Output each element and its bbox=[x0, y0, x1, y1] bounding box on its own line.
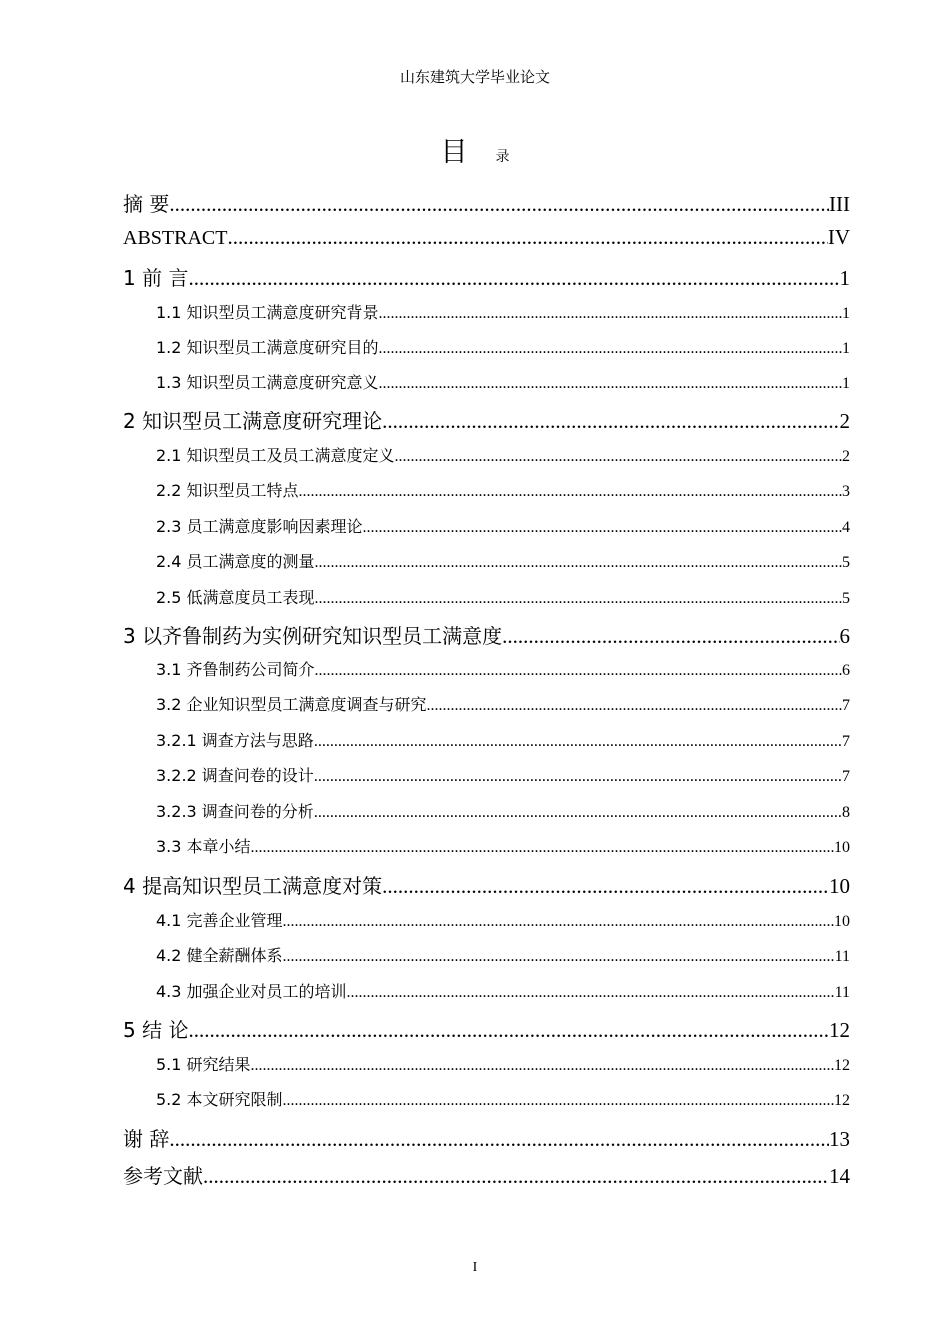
toc-entry-label: 3.2.1 调查方法与思路 bbox=[156, 731, 314, 750]
toc-entry bbox=[123, 262, 850, 290]
toc-entry-page: 5 bbox=[842, 590, 850, 607]
toc-entry-page: 12 bbox=[834, 1057, 850, 1074]
toc-entry bbox=[156, 728, 850, 752]
toc-entry-page: 10 bbox=[829, 874, 850, 898]
toc-entry-label: ABSTRACT bbox=[123, 227, 228, 249]
toc-dot-leader bbox=[283, 948, 835, 966]
running-header: 山东建筑大学毕业论文 bbox=[399, 68, 550, 86]
toc-entry-page: 12 bbox=[834, 1092, 850, 1109]
toc-entry-page: 10 bbox=[834, 913, 850, 930]
toc-dot-leader bbox=[379, 305, 842, 323]
toc-entry-label: 1.2 知识型员工满意度研究目的 bbox=[156, 338, 379, 357]
toc-entry bbox=[156, 514, 850, 538]
toc-dot-leader bbox=[315, 590, 842, 608]
toc-entry bbox=[156, 478, 850, 502]
toc-dot-leader bbox=[188, 1018, 829, 1042]
toc-entry bbox=[156, 834, 850, 858]
toc-entry bbox=[156, 692, 850, 716]
toc-dot-leader bbox=[314, 804, 842, 822]
toc-dot-leader bbox=[251, 839, 834, 857]
toc-dot-leader bbox=[382, 409, 839, 433]
toc-entry-label: 2.5 低满意度员工表现 bbox=[156, 588, 315, 607]
toc-entry-label: 4.2 健全薪酬体系 bbox=[156, 946, 283, 965]
toc-entry-page: 1 bbox=[839, 266, 850, 290]
toc-entry-label: 4.1 完善企业管理 bbox=[156, 911, 283, 930]
toc-dot-leader bbox=[283, 913, 834, 931]
toc-entry-label: 3.2.2 调查问卷的设计 bbox=[156, 766, 314, 785]
toc-entry-page: 11 bbox=[834, 948, 850, 965]
toc-entry-label: 参考文献 bbox=[123, 1164, 203, 1188]
toc-entry bbox=[123, 1014, 850, 1042]
toc-entry bbox=[123, 405, 850, 433]
toc-dot-leader bbox=[347, 984, 835, 1002]
toc-dot-leader bbox=[382, 874, 829, 898]
toc-entry-label: 5.2 本文研究限制 bbox=[156, 1090, 283, 1109]
toc-entry-label: 1.1 知识型员工满意度研究背景 bbox=[156, 303, 379, 322]
toc-dot-leader bbox=[502, 624, 839, 648]
toc-dot-leader bbox=[227, 225, 827, 250]
toc-entry-label: 3.3 本章小结 bbox=[156, 837, 251, 856]
toc-entry bbox=[156, 585, 850, 609]
toc-dot-leader bbox=[395, 448, 842, 466]
toc-entry bbox=[156, 763, 850, 787]
toc-entry-page: 1 bbox=[842, 305, 850, 322]
toc-entry bbox=[123, 870, 850, 898]
toc-entry bbox=[156, 300, 850, 324]
toc-dot-leader bbox=[379, 340, 842, 358]
toc-entry-page: 1 bbox=[842, 340, 850, 357]
toc-entry bbox=[123, 1160, 850, 1188]
toc-dot-leader bbox=[188, 266, 839, 290]
toc-entry-page: 2 bbox=[842, 448, 850, 465]
toc-entry-page: III bbox=[829, 192, 850, 216]
toc-dot-leader bbox=[315, 554, 842, 572]
toc-dot-leader bbox=[251, 1057, 834, 1075]
toc-dot-leader bbox=[299, 483, 842, 501]
toc-entry-page: IV bbox=[827, 225, 850, 249]
toc-entry-label: 2.2 知识型员工特点 bbox=[156, 481, 299, 500]
toc-entry-label: 4.3 加强企业对员工的培训 bbox=[156, 982, 347, 1001]
toc-entry bbox=[123, 188, 850, 216]
toc-entry-label: 2.4 员工满意度的测量 bbox=[156, 552, 315, 571]
toc-entry bbox=[156, 335, 850, 359]
toc-entry bbox=[156, 657, 850, 681]
toc-entry-page: 7 bbox=[842, 697, 850, 714]
toc-entry bbox=[123, 1123, 850, 1151]
toc-entry bbox=[123, 620, 850, 648]
toc-entry bbox=[156, 1052, 850, 1076]
toc-entry-page: 3 bbox=[842, 483, 850, 500]
toc-entry bbox=[156, 370, 850, 394]
toc-entry-label: 2 知识型员工满意度研究理论 bbox=[123, 409, 383, 433]
toc-entry-page: 6 bbox=[839, 624, 850, 648]
toc-entry-page: 7 bbox=[842, 768, 850, 785]
page-number: I bbox=[472, 1260, 478, 1275]
toc-dot-leader bbox=[314, 768, 842, 786]
toc-entry-label: 谢 辞 bbox=[123, 1127, 170, 1151]
toc-entry-label: 5.1 研究结果 bbox=[156, 1055, 251, 1074]
toc-dot-leader bbox=[169, 192, 829, 216]
toc-dot-leader bbox=[169, 1127, 829, 1151]
toc-dot-leader bbox=[314, 733, 842, 751]
toc-entry-page: 1 bbox=[842, 375, 850, 392]
toc-entry-page: 4 bbox=[842, 519, 850, 536]
toc-entry bbox=[123, 225, 850, 253]
toc-entry-page: 6 bbox=[842, 662, 850, 679]
toc-dot-leader bbox=[283, 1092, 834, 1110]
toc-entry bbox=[156, 979, 850, 1003]
toc-dot-leader bbox=[315, 662, 842, 680]
toc-entry-label: 5 结 论 bbox=[123, 1018, 189, 1042]
toc-entry-label: 摘 要 bbox=[123, 192, 170, 216]
toc-title-part1: 目 bbox=[440, 137, 468, 168]
toc-entry bbox=[156, 443, 850, 467]
toc-entry-label: 2.3 员工满意度影响因素理论 bbox=[156, 517, 363, 536]
toc-entry-page: 2 bbox=[839, 409, 850, 433]
toc-entry-label: 3.2.3 调查问卷的分析 bbox=[156, 802, 314, 821]
toc-dot-leader bbox=[379, 375, 842, 393]
toc-entry-page: 12 bbox=[829, 1018, 850, 1042]
toc-entry-page: 10 bbox=[834, 839, 850, 856]
toc-entry-label: 3.1 齐鲁制药公司简介 bbox=[156, 660, 315, 679]
toc-entry bbox=[156, 1087, 850, 1111]
toc-entry bbox=[156, 549, 850, 573]
toc-entry bbox=[156, 799, 850, 823]
toc-entry-page: 7 bbox=[842, 733, 850, 750]
toc-entry-label: 2.1 知识型员工及员工满意度定义 bbox=[156, 446, 395, 465]
toc-entry-label: 1.3 知识型员工满意度研究意义 bbox=[156, 373, 379, 392]
toc-entry bbox=[156, 908, 850, 932]
toc-entry-page: 14 bbox=[829, 1164, 850, 1188]
toc-entry-page: 5 bbox=[842, 554, 850, 571]
toc-entry-label: 4 提高知识型员工满意度对策 bbox=[123, 874, 383, 898]
toc-entry-label: 3.2 企业知识型员工满意度调查与研究 bbox=[156, 695, 427, 714]
toc-dot-leader bbox=[363, 519, 842, 537]
toc-entry bbox=[156, 943, 850, 967]
toc-entry-page: 13 bbox=[829, 1127, 850, 1151]
toc-entry-label: 1 前 言 bbox=[123, 266, 189, 290]
toc-title-part2: 录 bbox=[495, 149, 510, 165]
toc-entry-page: 8 bbox=[842, 804, 850, 821]
toc-entry-label: 3 以齐鲁制药为实例研究知识型员工满意度 bbox=[123, 624, 503, 648]
toc-dot-leader bbox=[203, 1164, 829, 1188]
toc-entry-page: 11 bbox=[834, 984, 850, 1001]
toc-dot-leader bbox=[427, 697, 842, 715]
